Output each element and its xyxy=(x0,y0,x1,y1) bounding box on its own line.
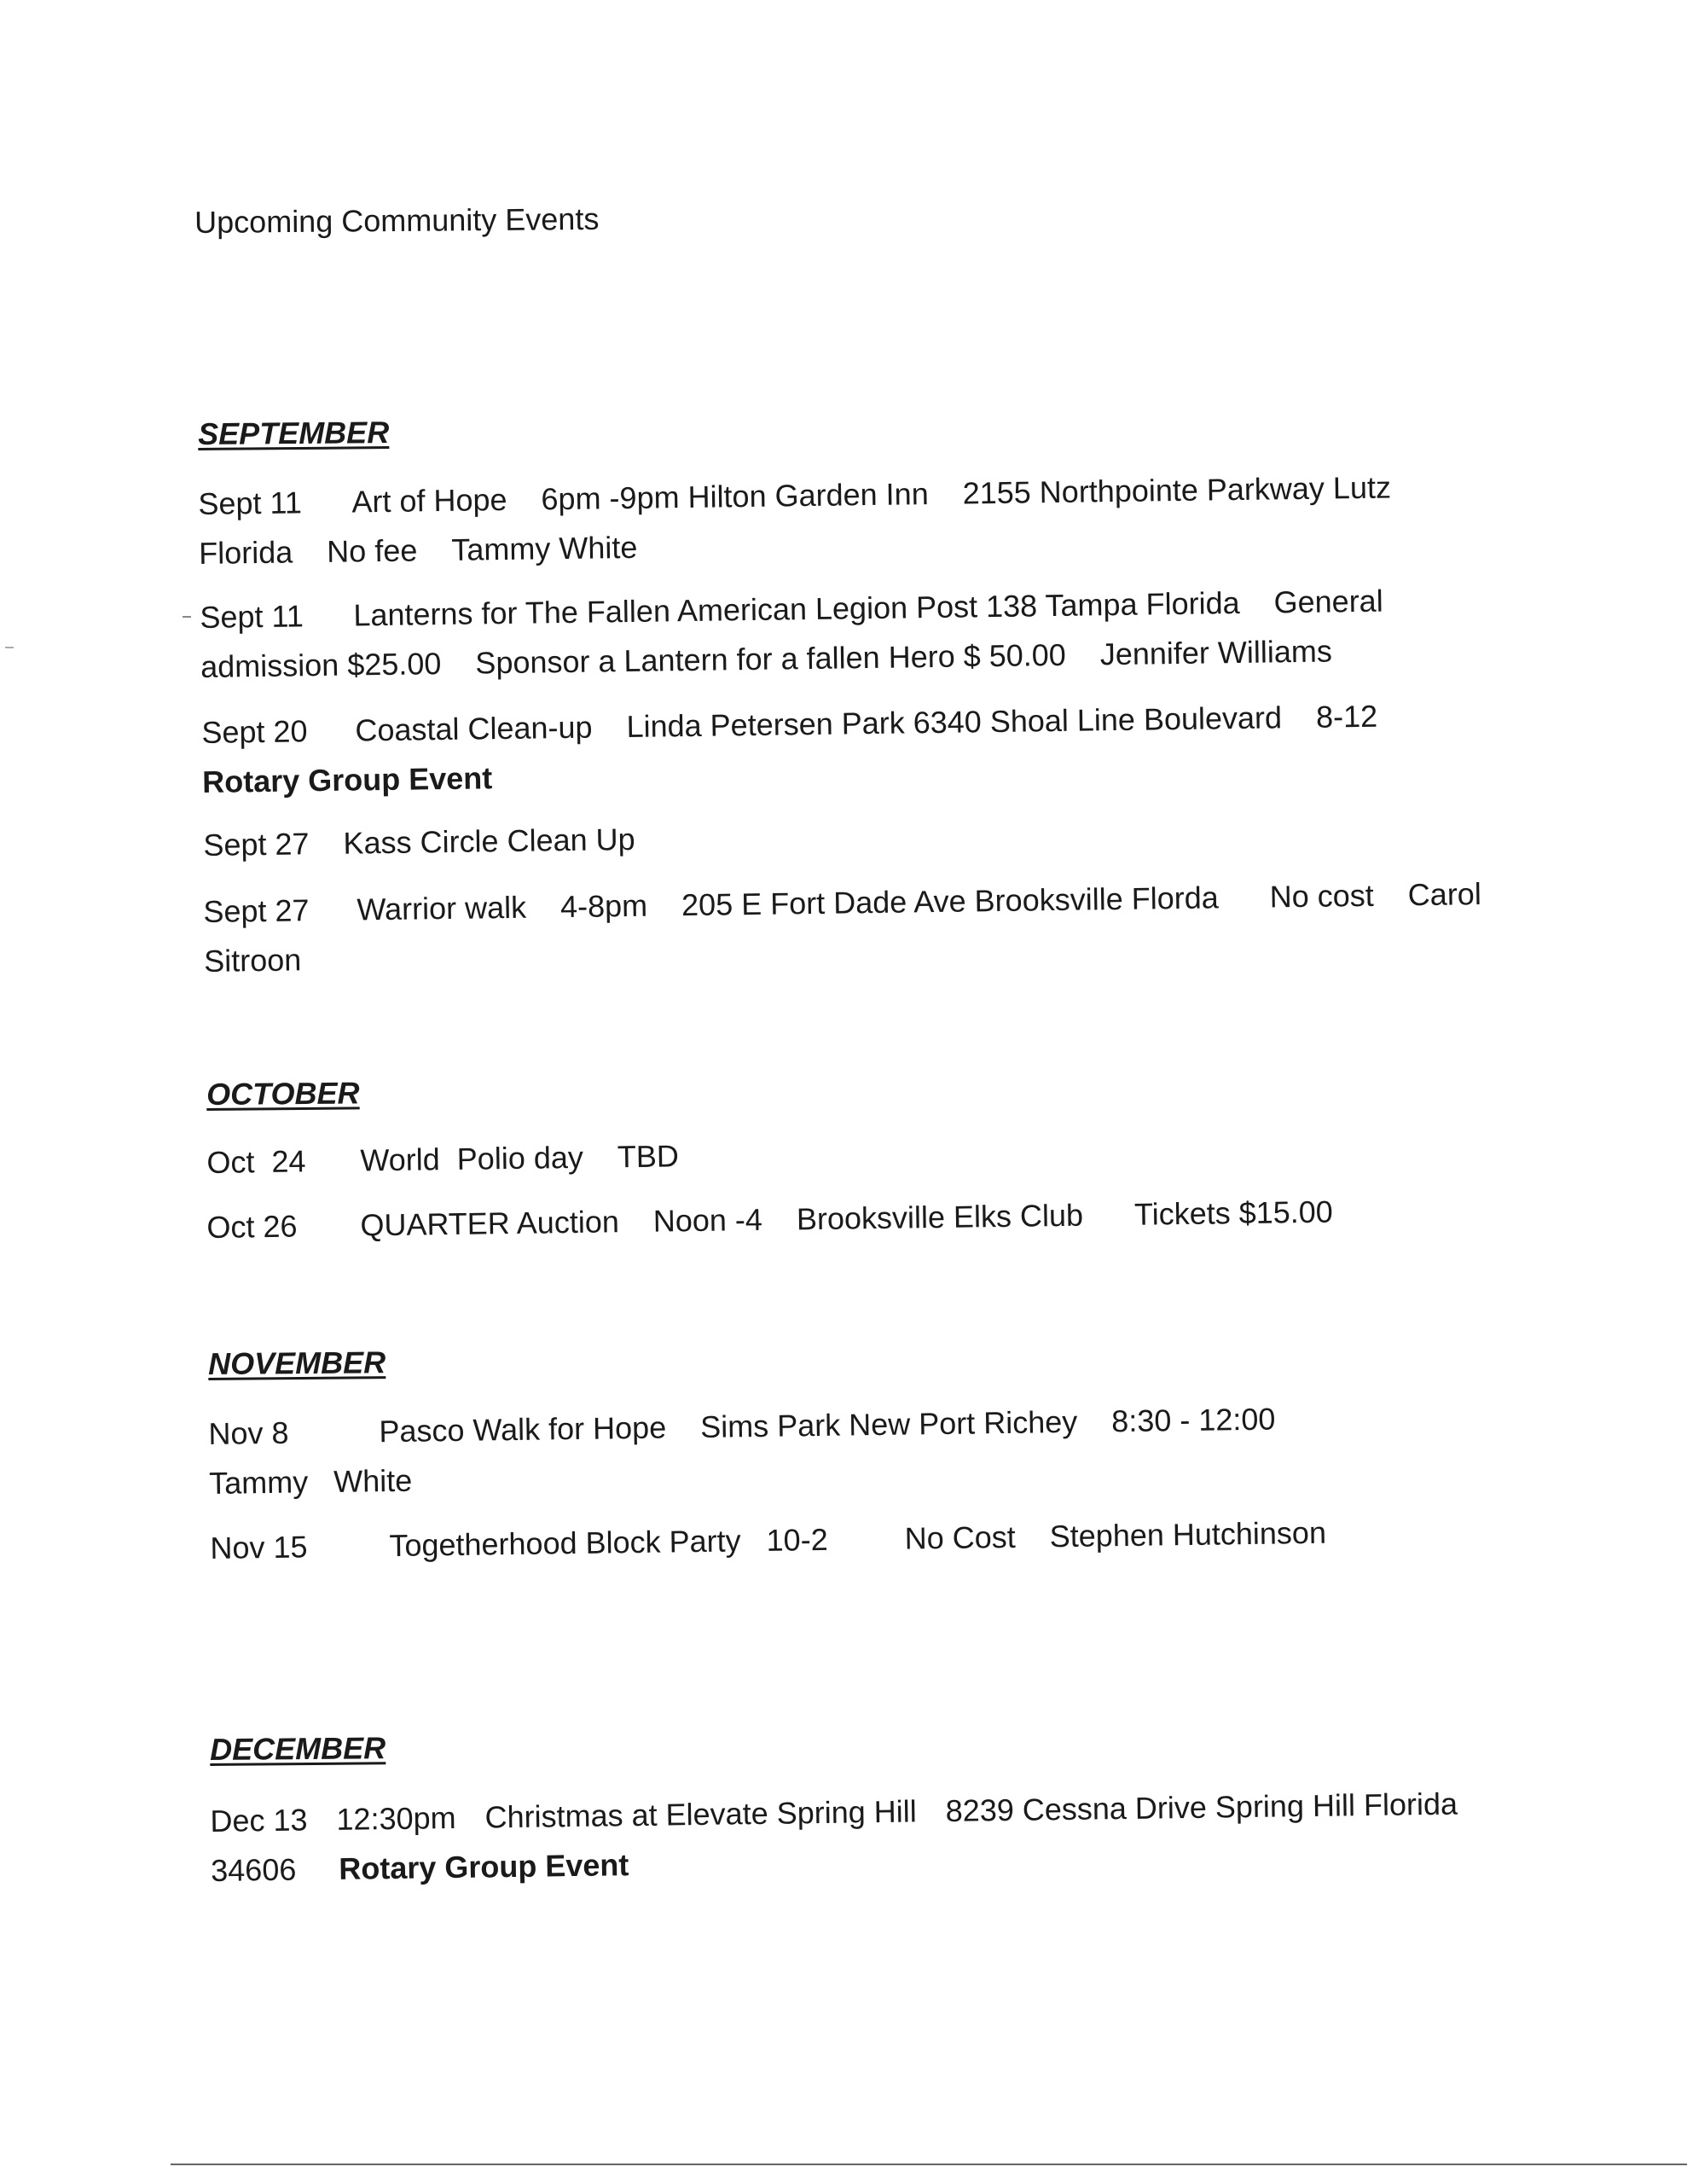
event-group-tag: Rotary Group Event xyxy=(339,1847,629,1886)
event-date: Sept 27 xyxy=(203,892,310,929)
event-item xyxy=(206,1184,1572,1252)
event-location: Linda Petersen Park 6340 Shoal Line Boulevard xyxy=(626,700,1283,745)
event-contact: Tammy xyxy=(208,1464,309,1501)
scan-mark xyxy=(5,647,14,648)
event-title: Warrior walk xyxy=(357,889,527,927)
event-sponsor-fee: Sponsor a Lantern for a fallen Hero $ 50.00 xyxy=(475,636,1067,681)
event-time: 4-8pm xyxy=(559,887,648,925)
event-item xyxy=(210,1505,1575,1573)
page-title: Upcoming Community Events xyxy=(194,200,600,240)
event-title: Kass Circle Clean Up xyxy=(343,821,635,861)
event-item xyxy=(198,461,1563,578)
event-address: 2155 Northpointe Parkway Lutz xyxy=(962,469,1392,511)
event-date: Nov 8 xyxy=(208,1414,289,1451)
event-group-tag: Rotary Group Event xyxy=(201,760,493,799)
event-time: 10-2 xyxy=(766,1521,828,1558)
event-date: Oct 26 xyxy=(206,1208,298,1245)
event-date: Sept 20 xyxy=(201,713,308,750)
event-time: Noon -4 xyxy=(652,1201,763,1239)
footer-rule xyxy=(171,2164,1687,2165)
event-item xyxy=(210,1778,1575,1896)
event-contact: Carol xyxy=(1407,876,1482,913)
event-time: 12:30pm xyxy=(336,1799,456,1837)
event-item xyxy=(203,868,1568,986)
event-contact: Jennifer Williams xyxy=(1099,633,1333,672)
event-address: 8239 Cessna Drive Spring Hill Florida xyxy=(945,1786,1458,1828)
event-date: Sept 11 xyxy=(200,598,304,635)
event-contact: Tammy White xyxy=(451,529,638,567)
event-admission-label: General xyxy=(1273,583,1383,620)
event-contact: Stephen Hutchinson xyxy=(1049,1514,1327,1554)
event-fee: No cost xyxy=(1269,877,1375,915)
event-fee: Tickets $15.00 xyxy=(1133,1194,1334,1232)
event-item xyxy=(203,802,1568,870)
event-fee: No Cost xyxy=(904,1519,1016,1556)
event-fee: No fee xyxy=(326,532,418,569)
event-date: Oct 24 xyxy=(206,1143,306,1180)
month-heading-october: OCTOBER xyxy=(206,1075,360,1112)
event-address: 205 E Fort Dade Ave Brooksville Florda xyxy=(681,880,1219,923)
month-heading-november: NOVEMBER xyxy=(208,1345,386,1381)
event-contact-cont: Sitroon xyxy=(203,942,302,979)
event-title: World Polio day xyxy=(360,1139,584,1178)
event-item xyxy=(206,1119,1572,1188)
event-title: QUARTER Auction xyxy=(360,1204,620,1243)
event-time: 8-12 xyxy=(1315,698,1378,735)
event-title: Pasco Walk for Hope xyxy=(379,1409,667,1449)
event-date: Sept 11 xyxy=(198,485,303,521)
event-time-location: 6pm -9pm Hilton Garden Inn xyxy=(541,476,929,517)
month-heading-december: DECEMBER xyxy=(210,1730,386,1767)
event-date: Dec 13 xyxy=(210,1802,308,1838)
event-admission-fee: admission $25.00 xyxy=(200,646,442,684)
event-item xyxy=(201,689,1567,807)
event-date: Nov 15 xyxy=(210,1529,308,1565)
event-item xyxy=(200,574,1565,692)
event-location: Sims Park New Port Richey xyxy=(699,1403,1078,1444)
scan-mark xyxy=(183,616,191,618)
event-title: Art of Hope xyxy=(351,481,507,520)
event-title: Coastal Clean-up xyxy=(355,709,593,748)
event-time: TBD xyxy=(617,1138,680,1175)
event-time: 8:30 - 12:00 xyxy=(1110,1401,1276,1439)
event-title: Christmas at Elevate Spring Hill xyxy=(484,1793,918,1835)
event-location: Brooksville Elks Club xyxy=(796,1197,1084,1237)
event-zip: 34606 xyxy=(210,1851,297,1888)
event-date: Sept 27 xyxy=(203,826,310,863)
event-title-location: Lanterns for The Fallen American Legion Post 138 Tampa Florida xyxy=(353,584,1240,633)
event-address-cont: Florida xyxy=(198,534,293,571)
event-contact-cont: White xyxy=(333,1462,413,1499)
event-title: Togetherhood Block Party xyxy=(389,1523,741,1564)
month-heading-september: SEPTEMBER xyxy=(198,415,390,451)
event-item xyxy=(208,1391,1574,1508)
